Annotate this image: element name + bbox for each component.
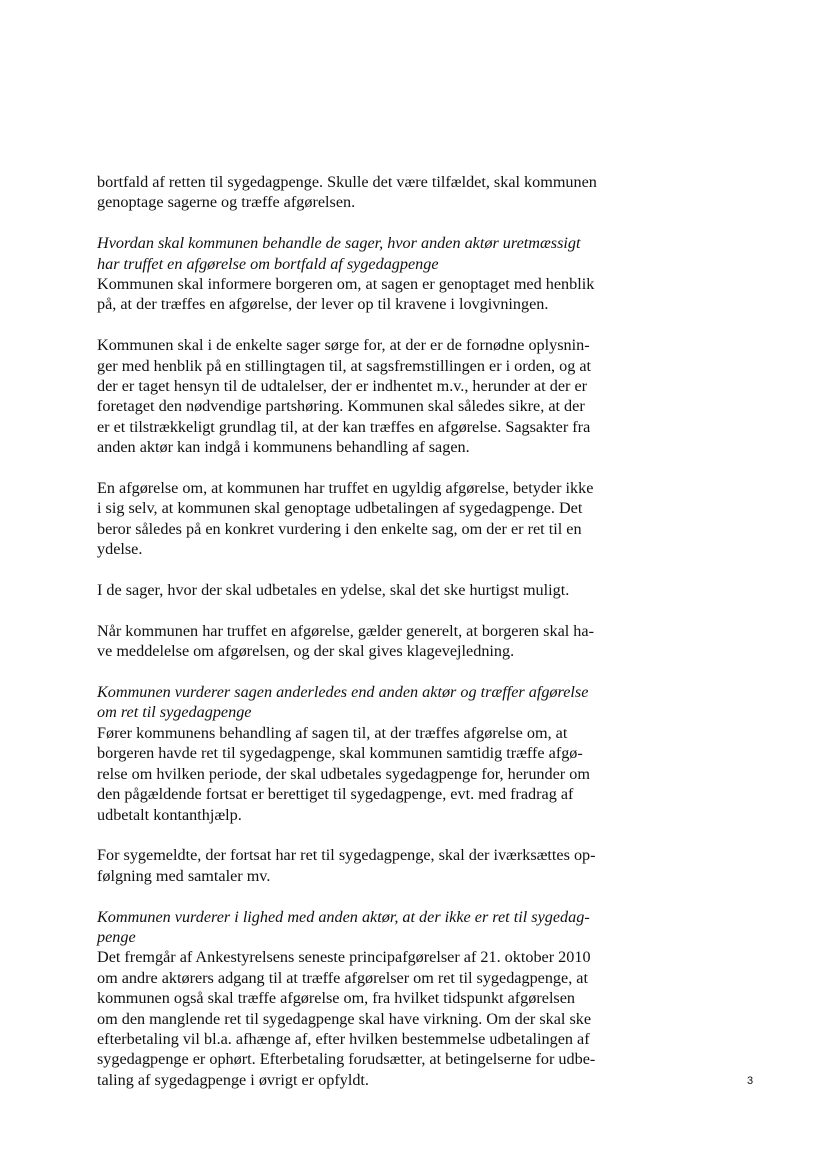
section: [97, 233, 627, 315]
text-line: om andre aktørers adgang til at træffe afgørelser om ret til sygedagpenge, at: [97, 968, 588, 987]
text-line: i sig selv, at kommunen skal genoptage udbetalingen af sygedagpenge. Det: [97, 499, 583, 518]
paragraph: [97, 478, 627, 560]
section: [97, 907, 627, 1091]
text-line: borgeren havde ret til sygedagpenge, skal kommunen samtidig træffe afgø-: [97, 744, 583, 763]
section-heading: [97, 907, 627, 948]
paragraph-text: [97, 845, 627, 886]
paragraph: [97, 580, 627, 600]
text-line: I de sager, hvor der skal udbetales en ydelse, skal det ske hurtigst muligt.: [97, 581, 570, 600]
section-heading: [97, 682, 627, 723]
text-line: Kommunen skal informere borgeren om, at sagen er genoptaget med henblik: [97, 275, 595, 294]
text-line: beror således på en konkret vurdering i den enkelte sag, om der er ret til en: [97, 519, 582, 538]
text-line: om den manglende ret til sygedagpenge skal have virkning. Om der skal ske: [97, 1009, 592, 1028]
page-number: 3: [747, 1075, 754, 1087]
heading-line: Kommunen vurderer i lighed med anden aktør, at der ikke er ret til sygedag-: [97, 907, 590, 926]
text-line: efterbetaling vil bl.a. afhænge af, efter hvilken bestemmelse udbetalingen af: [97, 1029, 590, 1048]
text-line: Kommunen skal i de enkelte sager sørge for, at der er de fornødne oplysnin-: [97, 336, 590, 355]
text-line: den pågældende fortsat er berettiget til sygedagpenge, evt. med fradrag af: [97, 785, 574, 804]
paragraph-text: [97, 478, 627, 560]
text-line: der er taget hensyn til de udtalelser, der er indhentet m.v., herunder at der er: [97, 377, 588, 396]
text-line: følgning med samtaler mv.: [97, 866, 271, 885]
heading-line: har truffet en afgørelse om bortfald af sygedagpenge: [97, 254, 439, 273]
paragraph: [97, 335, 627, 457]
paragraph-text: [97, 172, 627, 213]
paragraph-text: [97, 580, 627, 600]
text-line: genoptage sagerne og træffe afgørelsen.: [97, 193, 356, 212]
heading-line: om ret til sygedagpenge: [97, 703, 252, 722]
document-body: [97, 172, 627, 1111]
paragraph-text: [97, 723, 627, 825]
text-line: ve meddelelse om afgørelsen, og der skal gives klagevejledning.: [97, 642, 515, 661]
text-line: Fører kommunens behandling af sagen til, at der træffes afgørelse om, at: [97, 723, 568, 742]
text-line: taling af sygedagpenge i øvrigt er opfyldt.: [97, 1070, 369, 1089]
text-line: Det fremgår af Ankestyrelsens seneste principafgørelser af 21. oktober 2010: [97, 948, 591, 967]
heading-line: penge: [97, 927, 136, 946]
paragraph: [97, 845, 627, 886]
paragraph-text: [97, 947, 627, 1090]
text-line: kommunen også skal træffe afgørelse om, fra hvilket tidspunkt afgørelsen: [97, 989, 576, 1008]
text-line: er et tilstrækkeligt grundlag til, at der kan træffes en afgørelse. Sagsakter fra: [97, 417, 591, 436]
paragraph: [97, 621, 627, 662]
text-line: bortfald af retten til sygedagpenge. Skulle det være tilfældet, skal kommunen: [97, 173, 597, 191]
text-line: foretaget den nødvendige partshøring. Kommunen skal således sikre, at der: [97, 397, 585, 416]
section: [97, 682, 627, 825]
text-line: relse om hvilken periode, der skal udbetales sygedagpenge for, herunder om: [97, 764, 590, 783]
text-line: på, at der træffes en afgørelse, der lever op til kravene i lovgivningen.: [97, 295, 549, 314]
text-line: anden aktør kan indgå i kommunens behandling af sagen.: [97, 438, 470, 457]
paragraph-text: [97, 621, 627, 662]
paragraph-text: [97, 335, 627, 457]
heading-line: Hvordan skal kommunen behandle de sager, hvor anden aktør uretmæssigt: [97, 234, 581, 253]
text-line: For sygemeldte, der fortsat har ret til sygedagpenge, skal der iværksættes op-: [97, 846, 596, 865]
paragraph-text: [97, 274, 627, 315]
text-line: ger med henblik på en stillingtagen til, at sagsfremstillingen er i orden, og at: [97, 356, 592, 375]
paragraph: [97, 172, 627, 213]
text-line: ydelse.: [97, 540, 143, 559]
text-line: udbetalt kontanthjælp.: [97, 805, 242, 824]
section-heading: [97, 233, 627, 274]
text-line: sygedagpenge er ophørt. Efterbetaling forudsætter, at betingelserne for udbe-: [97, 1050, 596, 1069]
text-line: Når kommunen har truffet en afgørelse, gælder generelt, at borgeren skal ha-: [97, 621, 594, 640]
heading-line: Kommunen vurderer sagen anderledes end anden aktør og træffer afgørelse: [97, 683, 589, 702]
text-line: En afgørelse om, at kommunen har truffet en ugyldig afgørelse, betyder ikke: [97, 479, 594, 498]
